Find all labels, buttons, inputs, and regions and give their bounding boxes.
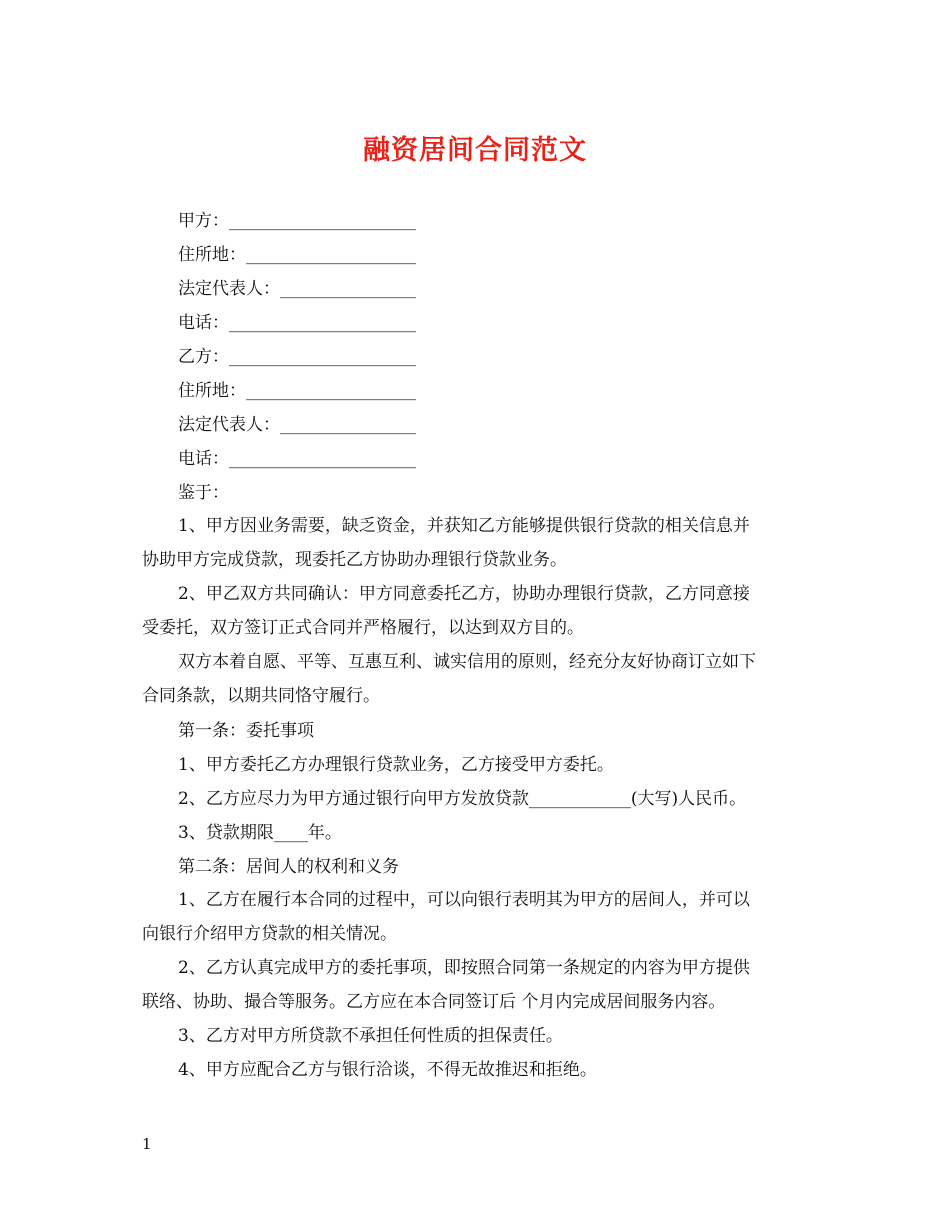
principle-line-1: 双方本着自愿、平等、互惠互利、诚实信用的原则，经充分友好协商订立如下 [178,652,756,672]
article-2-item-4: 4、甲方应配合乙方与银行洽谈，不得无故推迟和拒绝。 [178,1060,597,1080]
article-2-heading: 第二条：居间人的权利和义务 [178,857,399,877]
article-1-item-1: 1、甲方委托乙方办理银行贷款业务，乙方接受甲方委托。 [178,755,614,775]
party-b-address-field: 住所地：____________________ [178,381,416,401]
party-a-legal-rep-field: 法定代表人：________________ [178,279,416,299]
page-title: 融资居间合同范文 [363,135,587,166]
article-2-item-2-line-2: 联络、协助、撮合等服务。乙方应在本合同签订后 个月内完成居间服务内容。 [142,992,726,1012]
party-a-phone-field: 电话：______________________ [178,313,416,333]
recital-1-line-2: 协助甲方完成贷款，现委托乙方协助办理银行贷款业务。 [142,550,567,570]
party-b-phone-field: 电话：______________________ [178,449,416,469]
party-b-legal-rep-field: 法定代表人：________________ [178,415,416,435]
whereas-heading: 鉴于： [178,483,229,503]
article-2-item-2-line-1: 2、乙方认真完成甲方的委托事项，即按照合同第一条规定的内容为甲方提供 [178,958,750,978]
party-a-name-field: 甲方：______________________ [178,211,416,231]
party-a-address-field: 住所地：____________________ [178,245,416,265]
article-1-item-3: 3、贷款期限____年。 [178,823,342,843]
article-2-item-1-line-1: 1、乙方在履行本合同的过程中，可以向银行表明其为甲方的居间人，并可以 [178,890,750,910]
page-number: 1 [142,1135,152,1153]
principle-line-2: 合同条款，以期共同恪守履行。 [142,686,380,706]
recital-2-line-2: 受委托，双方签订正式合同并严格履行，以达到双方目的。 [142,618,584,638]
article-2-item-1-line-2: 向银行介绍甲方贷款的相关情况。 [142,924,397,944]
article-1-heading: 第一条：委托事项 [178,721,314,741]
party-b-name-field: 乙方：______________________ [178,347,416,367]
article-2-item-3: 3、乙方对甲方所贷款不承担任何性质的担保责任。 [178,1026,563,1046]
recital-1-line-1: 1、甲方因业务需要，缺乏资金，并获知乙方能够提供银行贷款的相关信息并 [178,516,750,536]
recital-2-line-1: 2、甲乙双方共同确认：甲方同意委托乙方，协助办理银行贷款，乙方同意接 [178,584,750,604]
article-1-item-2: 2、乙方应尽力为甲方通过银行向甲方发放贷款____________(大写)人民币。 [178,789,747,809]
